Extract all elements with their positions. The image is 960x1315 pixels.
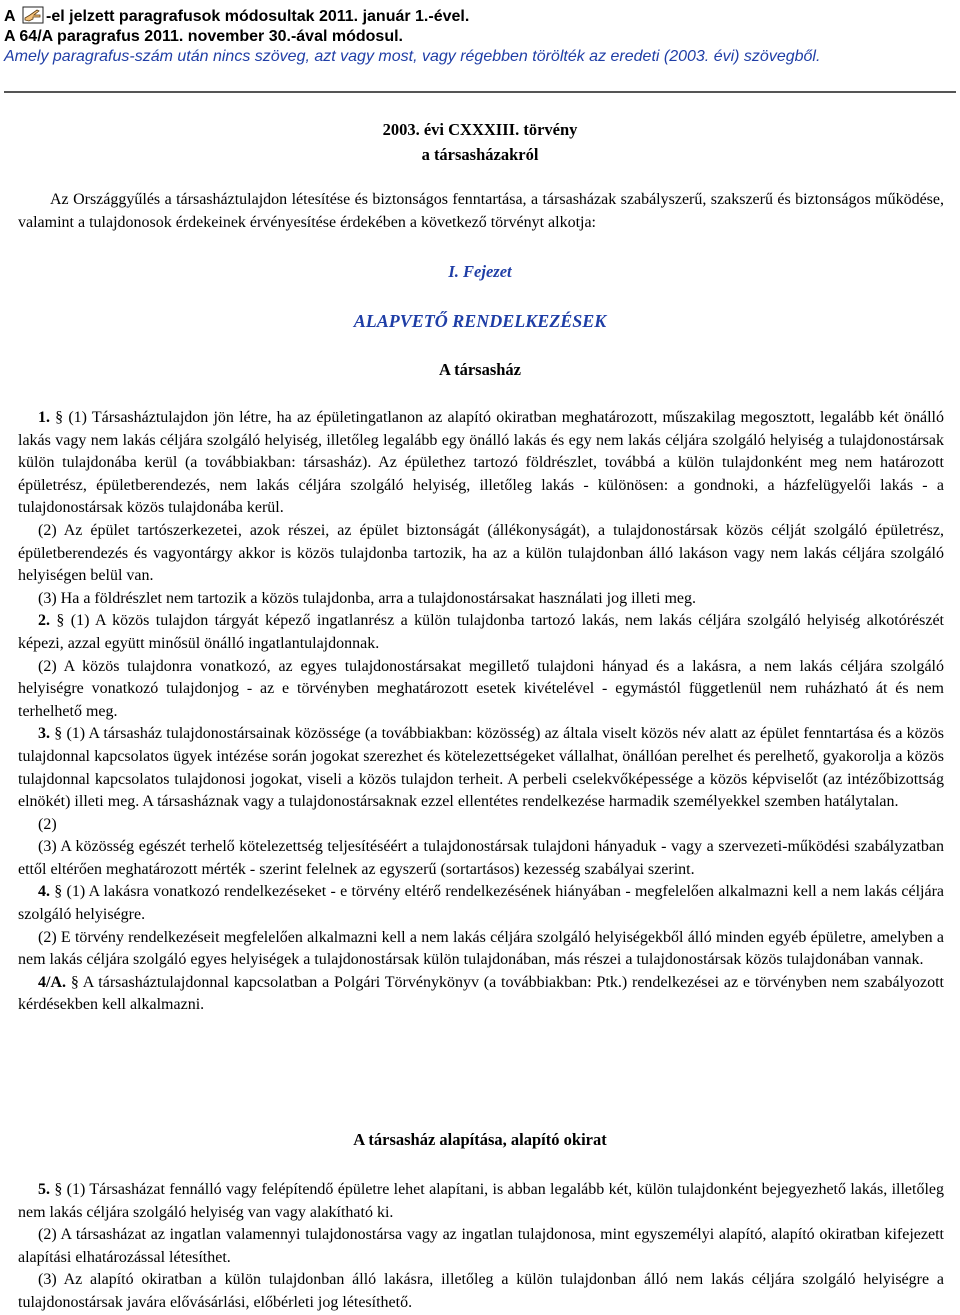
- paragraph-text: (3) Az alapító okiratban a külön tulajdonban álló lakásra, illetőleg a külön tulajdonban álló nem lakás céljára szolgáló helyiségre a tulajdonostársak javára elővásárlási, előbérleti jog létesíthető.: [18, 1271, 944, 1311]
- paragraph: [18, 814, 944, 837]
- section-heading-alapitas: A társasház alapítása, alapító okirat: [353, 1130, 607, 1149]
- paragraph-number: 2.: [38, 612, 50, 630]
- amendment-line-3: Amely paragrafus-szám után nincs szöveg, azt vagy most, vagy régebben törölték az eredeti (2003. évi) szövegből.: [4, 48, 821, 65]
- paragraph-text: (2) E törvény rendelkezéseit megfelelően alkalmazni kell a nem lakás céljára szolgáló helyiségekből álló minden egyéb épületre, amelyben a nem lakás céljára szolgáló egyes helyiségek a tulajdonostársak külön tulajdonában, más részei a tulajdonostársak közös tulajdonában vannak.: [18, 928, 944, 969]
- paragraph: [18, 881, 944, 926]
- header-divider: [4, 91, 956, 93]
- amendment-prefix: A: [4, 8, 16, 25]
- paragraph-text: (2) A közös tulajdonra vonatkozó, az egyes tulajdonostársakat megillető tulajdoni hányad és a lakásra, a nem lakás céljára szolgáló helyiségre vonatkozó tulajdonjog - az e törvényben meghatározott esetek kivételével - egymástól függetlenül nem ruházható át és nem terhelhető meg.: [18, 657, 944, 720]
- paragraph: [18, 1269, 944, 1314]
- paragraph-text: § A társasháztulajdonnal kapcsolatban a Polgári Törvénykönyv (a továbbiakban: Ptk.) rendelkezései az e törvényben nem szabályozott kérdésekben kell alkalmazni.: [18, 973, 944, 1014]
- paragraph-number: 1.: [38, 409, 50, 426]
- amendment-note: [4, 6, 820, 67]
- paragraph-number: 4.: [38, 883, 50, 901]
- pointing-hand-icon: [22, 6, 44, 24]
- paragraph: [18, 1224, 944, 1269]
- paragraph-text: § (1) Társasházat fennálló vagy felépítendő épületre lehet alapítani, is abban legalább két, külön tulajdonként bejegyezhető lakás, illetőleg nem lakás céljára szolgáló helyiség van vagy alakítható ki.: [18, 1181, 944, 1221]
- paragraph: [18, 1179, 944, 1224]
- paragraph-number: 5.: [38, 1181, 50, 1198]
- paragraph-number: 3.: [38, 725, 50, 743]
- paragraph: [18, 836, 944, 881]
- paragraph-text: § (1) A társasház tulajdonostársainak közössége (a továbbiakban: közösség) az általa viselt közös név alatt az épület fenntartása és a közös tulajdonnal kapcsolatos ügyek intézése során jogokat szerezhet és kötelezettségeket vállalhat, önállóan perelhet és perelhető, gyakorolja a közös tulajdonnal kapcsolatos tulajdonosi jogokat, viseli a közös tulajdon terheit. A perbeli cselekvőképessége a közös képviselőt (az intézőbizottság elnökét) illeti meg. A társasháznak vagy a tulajdonostársaknak ezzel ellentétes rendelkezése harmadik személyekkel szemben hatálytalan.: [18, 725, 944, 811]
- paragraph: [18, 610, 944, 655]
- preamble: Az Országgyűlés a társasháztulajdon létesítése és biztonságos fenntartása, a társasházak szabályszerű, szakszerű és biztonságos működése, valamint a tulajdonosok érdekeinek érvényesítése érdekében a következő törvényt alkotja:: [18, 191, 944, 231]
- paragraph: [18, 723, 944, 813]
- chapter-heading: ALAPVETŐ RENDELKEZÉSEK: [353, 311, 607, 331]
- paragraph-text: (3) A közösség egészét terhelő kötelezettség teljesítéséért a tulajdonostársak tulajdoni hányaduk - vagy a szervezeti-működési szabályzatban ettől eltérően meghatározott mérték - szerint felelnek az egyszerű (sortartásos) kezesség szabályai szerint.: [18, 838, 944, 878]
- paragraph-text: § (1) A közös tulajdon tárgyát képező ingatlanrész a külön tulajdonba tartozó lakás, nem lakás céljára szolgáló helyiség alkotórészét képezi, azzal együtt minősül önálló ingatlantulajdonnak.: [18, 612, 944, 652]
- paragraph: [18, 407, 944, 520]
- section-heading-tarsashaz: A társasház: [438, 360, 522, 379]
- paragraph-text: (2): [38, 815, 57, 833]
- law-title: 2003. évi CXXXIII. törvény: [382, 120, 578, 139]
- paragraph: [18, 520, 944, 588]
- paragraph-text: § (1) Társasháztulajdon jön létre, ha az épületingatlanon az alapító okiratban meghatározott, műszakilag megosztott, legalább két önálló lakás vagy nem lakás céljára szolgáló helyiség, illetőleg legalább egy önálló lakás és egy nem lakás céljára szolgáló helyiség a tulajdonostársak külön tulajdonába kerül (a továbbiakban: társasház). Az épülethez tartozó földrészlet, továbbá a külön tulajdonként meg nem határozott épületrész, épületberendezés, nem lakás céljára szolgáló helyiség, illetőleg lakás - különösen: a gondnoki, a házfelügyelői lakás - a tulajdonostársak közös tulajdonába kerül.: [18, 409, 944, 517]
- law-subtitle: a társasházakról: [421, 145, 539, 164]
- section-body-1: [18, 407, 944, 1017]
- paragraph-text: § (1) A lakásra vonatkozó rendelkezéseket - e törvény eltérő rendelkezésének hiányában - megfelelően alkalmazni kell a nem lakás céljára szolgáló helyiségre.: [18, 883, 944, 924]
- chapter-label: I. Fejezet: [448, 262, 512, 281]
- paragraph-text: (3) Ha a földrészlet nem tartozik a közös tulajdonba, arra a tulajdonostársakat használati jog illeti meg.: [38, 589, 696, 607]
- amendment-text-1: -el jelzett paragrafusok módosultak 2011. január 1.-ével.: [46, 8, 470, 25]
- paragraph: [18, 972, 944, 1017]
- paragraph-number: 4/A.: [38, 973, 66, 991]
- section-body-2: [18, 1179, 944, 1315]
- amendment-line-1: [4, 6, 820, 27]
- paragraph: [18, 927, 944, 972]
- paragraph-text: (2) Az épület tartószerkezetei, azok részei, az épület biztonságát (állékonyságát), a tulajdonostársak közös célját szolgáló épületrész, épületberendezés és vagyontárgy akkor is közös tulajdonba tartozik, ha az a külön tulajdonban álló lakáson vagy nem lakás céljára szolgáló helyiségen belül van.: [18, 521, 944, 585]
- amendment-line-2: A 64/A paragrafus 2011. november 30.-ával módosul.: [4, 28, 403, 45]
- paragraph-text: (2) A társasházat az ingatlan valamennyi tulajdonostársa vagy az ingatlan tulajdonosa, mint egyszemélyi alapító, alapító okiratban kifejezett alapítási elhatározással létesíthet.: [18, 1226, 944, 1266]
- paragraph: [18, 656, 944, 724]
- paragraph: [18, 588, 944, 611]
